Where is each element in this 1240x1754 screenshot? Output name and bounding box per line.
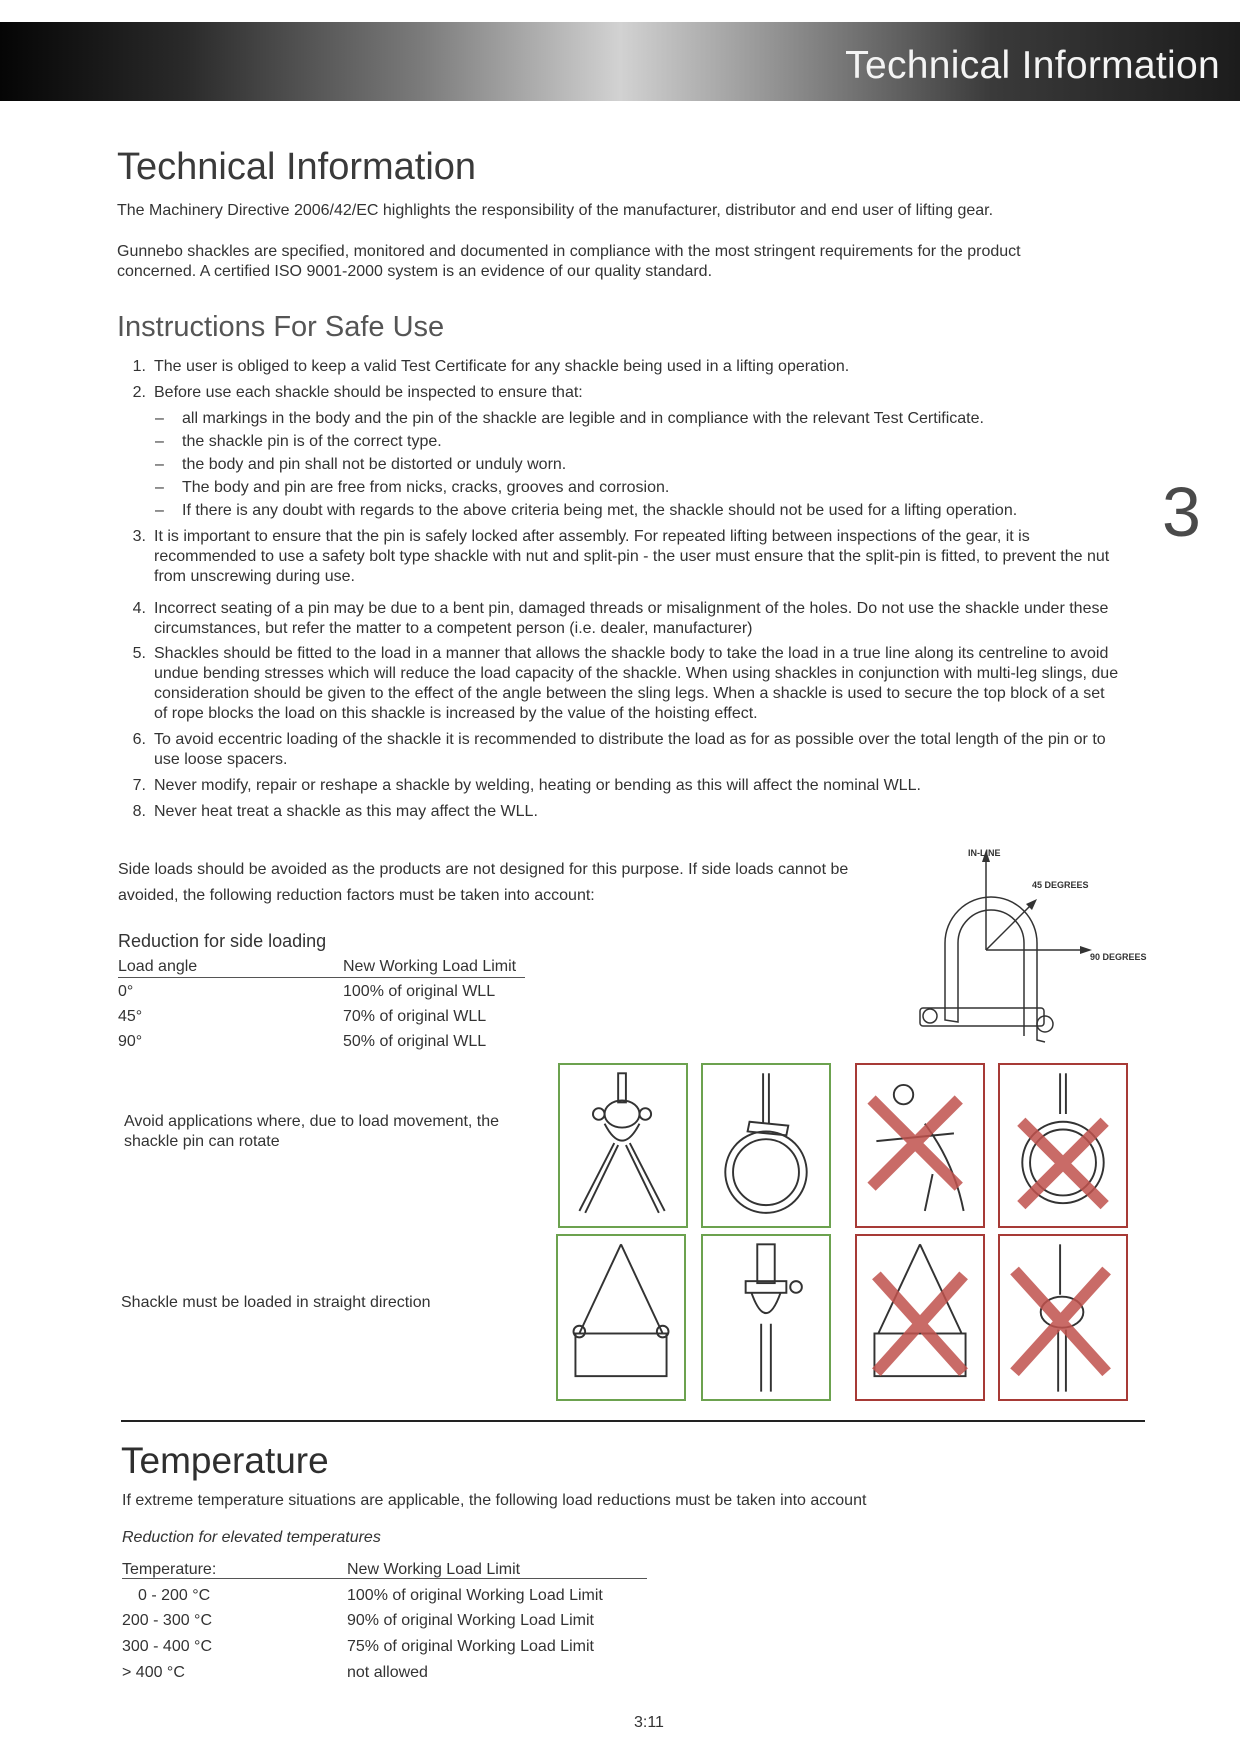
list-item: Never heat treat a shackle as this may affect the WLL. (154, 803, 538, 820)
list-item: Never modify, repair or reshape a shackle by welding, heating or bending as this will affect the nominal WLL. (154, 777, 921, 794)
incorrect-illustration-side-pull (855, 1063, 985, 1228)
table-cell: 45° (118, 1008, 143, 1025)
sub-list-item: the shackle pin is of the correct type. (182, 433, 442, 450)
list-number: 8. (132, 803, 146, 820)
list-number: 1. (132, 358, 146, 375)
temperature-intro: If extreme temperature situations are applicable, the following load reductions must be taken into account (122, 1492, 867, 1509)
list-item: To avoid eccentric loading of the shackle it is recommended to distribute the load as for as possible over the total length of the pin or to use loose spacers. (154, 731, 1106, 768)
incorrect-illustration-load (855, 1234, 985, 1401)
sling-load-wrong-image (857, 1236, 983, 1399)
header-title: Technical Information (845, 44, 1220, 87)
sub-list-item: If there is any doubt with regards to the above criteria being met, the shackle should not be used for a lifting operation. (182, 502, 1018, 519)
list-item: Before use each shackle should be inspected to ensure that: (154, 384, 583, 401)
list-number: 3. (132, 528, 146, 545)
sub-list-item: The body and pin are free from nicks, cracks, grooves and corrosion. (182, 479, 670, 496)
deg45-label: 45 DEGREES (1032, 880, 1089, 890)
list-item: Incorrect seating of a pin may be due to a bent pin, damaged threads or misalignment of the holes. Do not use the shackle under these circumstances, but refer the matter to a competent person (i.e. dealer, manufacturer) (154, 600, 1109, 637)
dash-bullet: – (155, 410, 164, 427)
temperature-title: Temperature (121, 1440, 329, 1481)
angled-pull-image (1000, 1236, 1126, 1399)
table-cell: 0° (118, 983, 134, 1000)
table-cell: 70% of original WLL (343, 1008, 487, 1025)
table-header: Temperature: (122, 1561, 217, 1578)
list-item: Shackles should be fitted to the load in a manner that allows the shackle body to take the load in a true line along its centreline to avoid undue bending stresses which will reduce the load capacity of the shackle. When using shackles in conjunction with multi-leg slings, due consideration should be given to the effect of the angle between the sling legs. When a shackle is used to secure the top block of a set of rope blocks the load on this shackle is increased by the value of the hoisting effect. (154, 645, 1119, 722)
correct-illustration-shackle-slings (558, 1063, 688, 1228)
list-number: 4. (132, 600, 146, 617)
chapter-number: 3 (1162, 473, 1201, 551)
straight-pull-image (703, 1236, 829, 1399)
page-number: 3:11 (634, 1714, 664, 1731)
side-pull-image (857, 1065, 983, 1226)
table-cell: 90% of original Working Load Limit (347, 1612, 594, 1629)
correct-illustration-straight-pull (701, 1234, 831, 1401)
correct-illustration-load (556, 1234, 686, 1401)
section-divider (121, 1420, 1145, 1422)
list-number: 7. (132, 777, 146, 794)
sub-list-item: the body and pin shall not be distorted or unduly worn. (182, 456, 567, 473)
side-load-paragraph: Side loads should be avoided as the products are not designed for this purpose. If side loads cannot be avoided, the following reduction factors must be taken into account: (118, 861, 849, 904)
list-number: 2. (132, 384, 146, 401)
sling-load-image (558, 1236, 684, 1399)
correct-illustration-ring (701, 1063, 831, 1228)
cross-mark-icon (1021, 1122, 1104, 1205)
incorrect-illustration-ring (998, 1063, 1128, 1228)
page-title: Technical Information (117, 146, 477, 188)
cross-mark-icon (876, 1275, 963, 1372)
avoid-rotation-text: Avoid applications where, due to load movement, the shackle pin can rotate (124, 1113, 500, 1150)
sub-list-item: all markings in the body and the pin of the shackle are legible and in compliance with the relevant Test Certificate. (182, 410, 984, 427)
dash-bullet: – (155, 456, 164, 473)
shackle-slings-image (560, 1065, 686, 1226)
dash-bullet: – (155, 502, 164, 519)
table-header: New Working Load Limit (343, 958, 517, 975)
cross-mark-icon (872, 1099, 959, 1186)
inline-label: IN-LINE (968, 848, 1001, 858)
table-cell: 300 - 400 °C (122, 1638, 213, 1655)
incorrect-illustration-angled-pull (998, 1234, 1128, 1401)
header-rule (118, 977, 525, 978)
header-rule (122, 1578, 647, 1579)
dash-bullet: – (155, 479, 164, 496)
intro-paragraph: The Machinery Directive 2006/42/EC highlights the responsibility of the manufacturer, distributor and end user of lifting gear. (117, 202, 994, 219)
table-cell: 50% of original WLL (343, 1033, 487, 1050)
table-cell: 100% of original WLL (343, 983, 496, 1000)
ring-image (703, 1065, 829, 1226)
list-number: 5. (132, 645, 146, 662)
table-header: Load angle (118, 958, 198, 975)
list-item: It is important to ensure that the pin is safely locked after assembly. For repeated lifting between inspections of the gear, it is recommended to use a safety bolt type shackle with nut and split-pin - the user must ensure that the split-pin is fitted, to prevent the nut from unscrewing during use. (154, 528, 1110, 585)
table-cell: > 400 °C (122, 1664, 185, 1681)
table-cell: 90° (118, 1033, 143, 1050)
safe-use-title: Instructions For Safe Use (117, 311, 445, 343)
ring-wrong-image (1000, 1065, 1126, 1226)
load-angle-diagram (900, 840, 1160, 1060)
side-load-title: Reduction for side loading (118, 931, 327, 951)
list-item: The user is obliged to keep a valid Test Certificate for any shackle being used in a lifting operation. (154, 358, 850, 375)
table-cell: 75% of original Working Load Limit (347, 1638, 594, 1655)
table-cell: 200 - 300 °C (122, 1612, 213, 1629)
table-cell: not allowed (347, 1664, 428, 1681)
table-cell: 100% of original Working Load Limit (347, 1587, 603, 1604)
deg90-label: 90 DEGREES (1090, 952, 1147, 962)
straight-load-text: Shackle must be loaded in straight direction (121, 1294, 431, 1311)
table-cell: 0 - 200 °C (138, 1587, 211, 1604)
list-number: 6. (132, 731, 146, 748)
intro-paragraph: Gunnebo shackles are specified, monitored and documented in compliance with the most stringent requirements for the product concerned. A certified ISO 9001-2000 system is an evidence of our quality standard. (117, 243, 1021, 280)
table-header: New Working Load Limit (347, 1561, 521, 1578)
dash-bullet: – (155, 433, 164, 450)
temperature-subtitle: Reduction for elevated temperatures (122, 1529, 381, 1546)
